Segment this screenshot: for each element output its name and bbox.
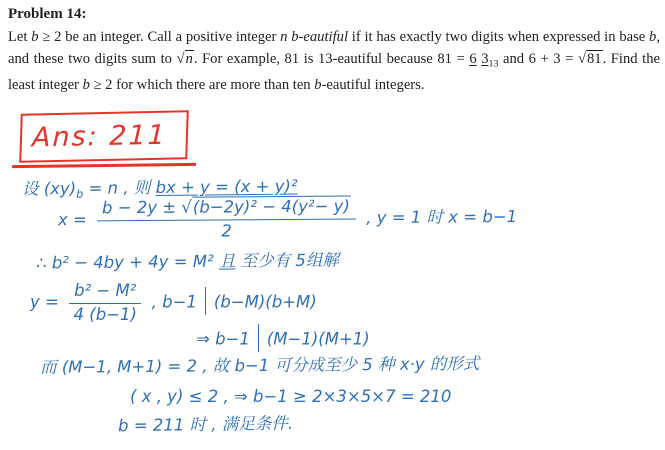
work-line-factor-count: 而 (M−1, M+1) = 2 , 故 b−1 可分成至少 5 种 x·y 的形式 (39, 354, 480, 377)
work-line-bound: ( x , y) ≤ 2 , ⇒ b−1 ≥ 2×3×5×7 = 210 (130, 387, 452, 406)
answer-text: Ans: 211 (31, 119, 168, 154)
problem-title: Problem 14: (8, 6, 87, 22)
work-line-quadratic: x = $\frac{\text{b − 2y ± √(b−2y)² − 4(y²− y)}}{2}$ , y = 1 时 x = b−1 (57, 196, 518, 241)
work-line-setup: 设 $(xy)_b = n$ , 则 bx + y = (x + y)² (21, 176, 298, 201)
answer-box (19, 110, 189, 163)
work-line-y-formula: y = $\frac{\text{b² − M²}}{4 (b-1)}$ , b−1 (b−M)(b+M) (30, 281, 317, 324)
problem-statement: Let b ≥ 2 be an integer. Call a positive integer n b-eautiful if it has exactly two digits when expressed in base b, and these two digits sum to √n. For example, 81 is 13-eautiful because 81 = 6 $3_{13}$ and 6 + 3 = √81. Find the least integer b ≥ 2 for which there are more than ten b-eautiful integers. (8, 29, 660, 93)
work-line-conclusion: b = 211 时 , 满足条件. (117, 413, 294, 436)
work-line-discriminant: ∴ b² − 4by + 4y = M² 且 至少有 5组解 (35, 250, 339, 273)
work-line-divisibility: ⇒ b−1 (M−1)(M+1) (196, 324, 370, 352)
